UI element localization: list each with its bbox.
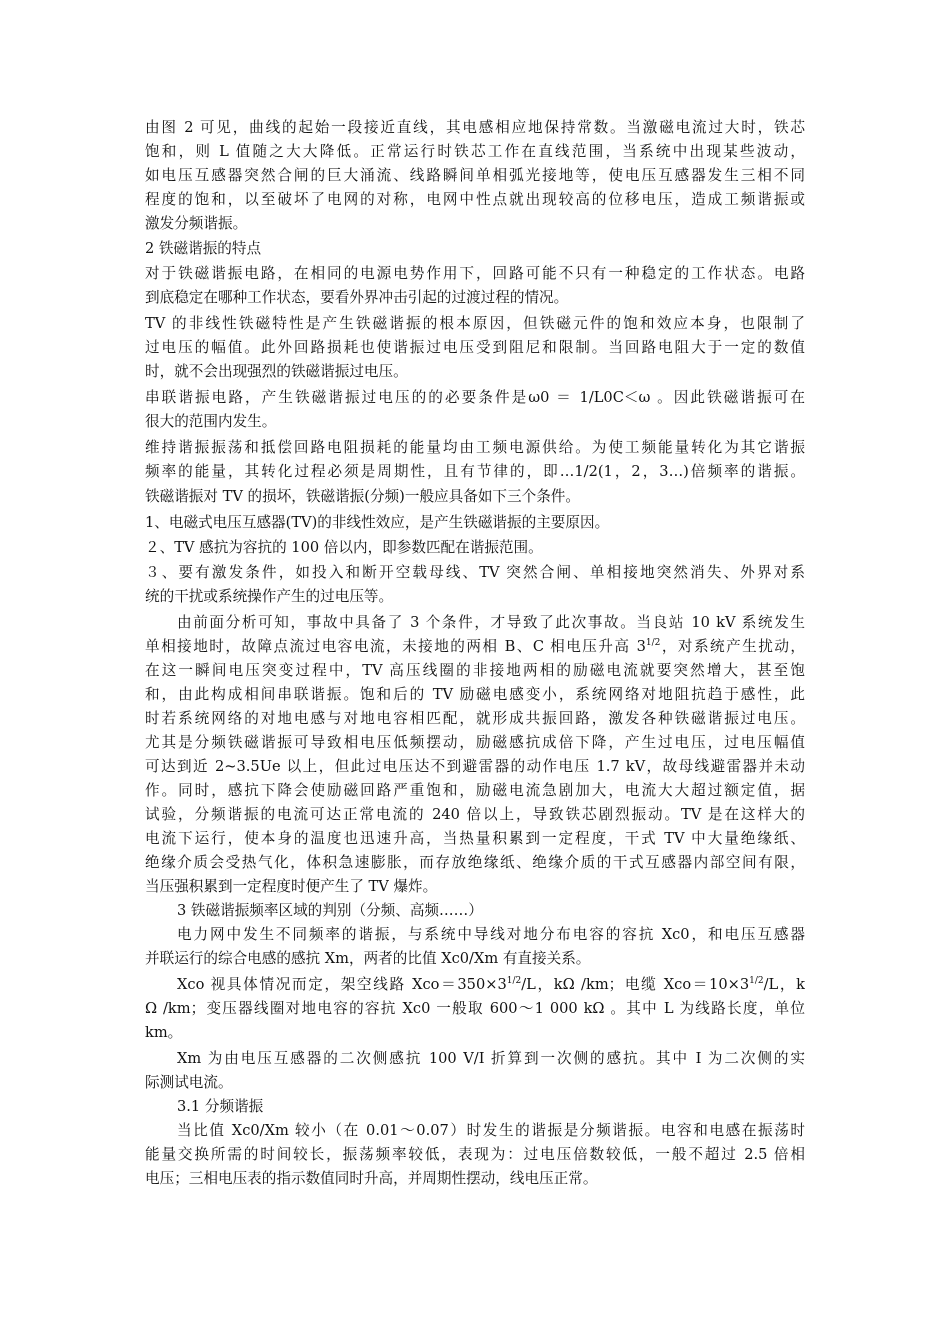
paragraph-line: 程度的饱和，以至破坏了电网的对称，电网中性点就出现较高的位移电压，造成工频谐振或 — [145, 191, 805, 208]
paragraph-line: 维持谐振振荡和抵偿回路电阻损耗的能量均由工频电源供给。为使工频能量转化为其它谐振 — [145, 439, 805, 456]
paragraph-line: 很大的范围内发生。 — [145, 413, 277, 430]
paragraph-line: 饱和，则 L 值随之大大降低。正常运行时铁芯工作在直线范围，当系统中出现某些波动， — [145, 143, 805, 160]
paragraph-line: 际测试电流。 — [145, 1074, 233, 1091]
subsection-heading: 3.1 分频谐振 — [177, 1098, 264, 1115]
paragraph-line: 串联谐振电路，产生铁磁谐振过电压的的必要条件是ω0 ＝ 1/L0C＜ω 。因此铁磁谐振可在 — [145, 389, 805, 406]
paragraph-line: 对于铁磁谐振电路，在相同的电源电势作用下，回路可能不只有一种稳定的工作状态。电路 — [145, 265, 805, 282]
paragraph-line: 过电压的幅值。此外回路损耗也使谐振过电压受到阻尼和限制。当回路电阻大于一定的数值 — [145, 339, 805, 356]
paragraph-line: 电压；三相电压表的指示数值同时升高，并周期性摆动，线电压正常。 — [145, 1170, 598, 1187]
list-item: 1、电磁式电压互感器(TV)的非线性效应，是产生铁磁谐振的主要原因。 — [145, 514, 610, 531]
paragraph-line: TV 的非线性铁磁特性是产生铁磁谐振的根本原因，但铁磁元件的饱和效应本身，也限制了 — [145, 315, 805, 332]
section-heading: 2 铁磁谐振的特点 — [145, 240, 262, 257]
paragraph-line: 电流下运行，使本身的温度也迅速升高，当热量积累到一定程度，干式 TV 中大量绝缘纸、 — [145, 830, 805, 847]
paragraph-line: 由图 2 可见，曲线的起始一段接近直线，其电感相应地保持常数。当激磁电流过大时，铁芯 — [145, 119, 805, 136]
paragraph-line: 当压强积累到一定程度时便产生了 TV 爆炸。 — [145, 878, 438, 895]
paragraph-line: Xco 视具体情况而定，架空线路 $Xco=350\times 3^{1/2}/L$，kΩ /km；电缆 $Xco=10\times 3^{1/2}/L$，k — [177, 976, 805, 993]
paragraph-line: 尤其是分频铁磁谐振可导致相电压低频摆动，励磁感抗成倍下降，产生过电压，过电压幅值 — [145, 734, 805, 751]
paragraph-line: 当比值 Xc0/Xm 较小（在 0.01～0.07）时发生的谐振是分频谐振。电容和电感在振荡时 — [177, 1122, 805, 1139]
paragraph-line: 时，就不会出现强烈的铁磁谐振过电压。 — [145, 363, 408, 380]
paragraph-line: 在这一瞬间电压突变过程中，TV 高压线圈的非接地两相的励磁电流就要突然增大，甚至饱 — [145, 662, 805, 679]
paragraph-line: 作。同时，感抗下降会使励磁回路严重饱和，励磁电流急剧加大，电流大大超过额定值，据 — [145, 782, 805, 799]
paragraph-line: 由前面分析可知，事故中具备了 3 个条件，才导致了此次事故。当良站 10 kV 系统发生 — [177, 614, 805, 631]
paragraph-line: 如电压互感器突然合闸的巨大涌流、线路瞬间单相弧光接地等，使电压互感器发生三相不同 — [145, 167, 805, 184]
paragraph-line: 激发分频谐振。 — [145, 215, 248, 232]
paragraph-line: 可达到近 2~3.5Ue 以上，但此过电压达不到避雷器的动作电压 1.7 kV，故母线避雷器并未动 — [145, 758, 805, 775]
paragraph-line: 电力网中发生不同频率的谐振，与系统中导线对地分布电容的容抗 Xc0，和电压互感器 — [177, 926, 805, 943]
section-heading: 3 铁磁谐振频率区域的判别（分频、高频……） — [177, 902, 483, 919]
paragraph-line: 频率的能量，其转化过程必须是周期性，且有节律的，即…1/2(1，2，3…)倍频率的谐振。 — [145, 463, 805, 480]
paragraph-line: 并联运行的综合电感的感抗 Xm，两者的比值 Xc0/Xm 有直接关系。 — [145, 950, 591, 967]
list-item: ２、TV 感抗为容抗的 100 倍以内，即参数匹配在谐振范围。 — [145, 539, 543, 556]
paragraph-line: km。 — [145, 1024, 183, 1041]
paragraph-line: 和，由此构成相间串联谐振。饱和后的 TV 励磁电感变小，系统网络对地阻抗趋于感性，此 — [145, 686, 805, 703]
list-item-continuation: 统的干扰或系统操作产生的过电压等。 — [145, 588, 394, 605]
paragraph-line: 铁磁谐振对 TV 的损坏，铁磁谐振(分频)一般应具备如下三个条件。 — [145, 488, 580, 505]
paragraph-line: Ω /km；变压器线圈对地电容的容抗 Xc0 一般取 600～1 000 kΩ 。其中 L 为线路长度，单位 — [145, 1000, 805, 1017]
paragraph-line: 到底稳定在哪种工作状态，要看外界冲击引起的过渡过程的情况。 — [145, 289, 569, 306]
list-item: ３、要有激发条件，如投入和断开空载母线、TV 突然合闸、单相接地突然消失、外界对系 — [145, 564, 805, 581]
paragraph-line: 试验，分频谐振的电流可达正常电流的 240 倍以上，导致铁芯剧烈振动。TV 是在这样大的 — [145, 806, 805, 823]
paragraph-line: 时若系统网络的对地电感与对地电容相匹配，就形成共振回路，激发各种铁磁谐振过电压。 — [145, 710, 805, 727]
paragraph-line: 绝缘介质会受热气化，体积急速膨胀，而存放绝缘纸、绝缘介质的干式互感器内部空间有限， — [145, 854, 805, 871]
paragraph-line: 单相接地时，故障点流过电容电流，未接地的两相 B、C 相电压升高 $3^{1/2}$，对系统产生扰动， — [145, 638, 805, 655]
paragraph-line: 能量交换所需的时间较长，振荡频率较低，表现为：过电压倍数较低，一般不超过 2.5 倍相 — [145, 1146, 805, 1163]
paragraph-line: Xm 为由电压互感器的二次侧感抗 100 V/I 折算到一次侧的感抗。其中 I 为二次侧的实 — [177, 1050, 805, 1067]
